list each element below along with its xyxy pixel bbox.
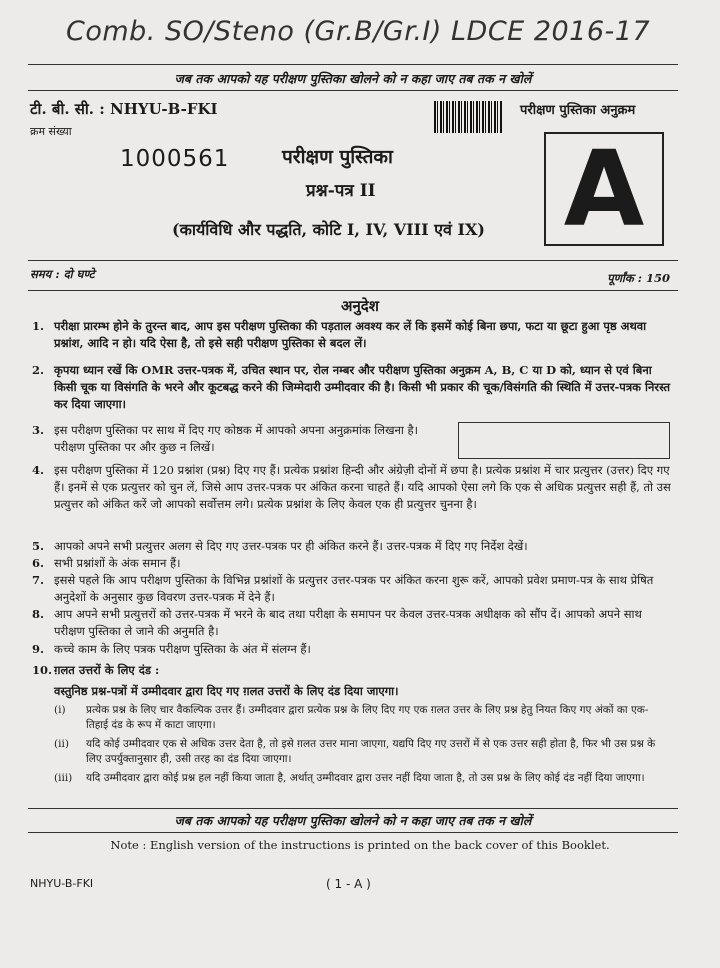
divider: [28, 90, 678, 91]
penalty-item: (iii) यदि उम्मीदवार द्वारा कोई प्रश्न हल नहीं किया जाता है, अर्थात् उम्मीदवार द्वारा उत्तर नहीं दिया जाता है, तो उस प्रश्न के लिए कोई दंड नहीं दिया जाएगा।: [54, 772, 645, 784]
instruction-item: 1. परीक्षा प्रारम्भ होने के तुरन्त बाद, आप इस परीक्षण पुस्तिका की पड़ताल अवश्य कर लें कि इसमें कोई बिना छपा, फटा या छूटा हुआ पृष्ठ अथवा प्रश्नांश, आदि न हो। यदि ऐसा है, तो इसे सही परीक्षण पुस्तिका से बदल लें।: [32, 319, 647, 350]
instruction-item: 3. इस परीक्षण पुस्तिका पर साथ में दिए गए कोष्ठक में आपको अपना अनुक्रमांक लिखना है। परीक्षण पुस्तिका पर और कुछ न लिखें।: [32, 423, 418, 454]
handwritten-note: Comb. SO/Steno (Gr.B/Gr.I) LDCE 2016-17: [66, 16, 651, 47]
footer-code: NHYU-B-FKI: [30, 877, 94, 890]
booklet-series-letter: A: [563, 128, 645, 250]
serial-number: 1000561: [120, 146, 230, 172]
instruction-item: 8. आप अपने सभी प्रत्युत्तरों को उत्तर-पत्रक में भरने के बाद तथा परीक्षा के समापन पर केवल उत्तर-पत्रक अधीक्षक को सौंप दें। आपको अपने साथ परीक्षण पुस्तिका ले जाने की अनुमति है।: [32, 607, 642, 638]
divider: [28, 260, 678, 261]
instruction-item: 10. ग़लत उत्तरों के लिए दंड :: [32, 663, 160, 677]
booklet-series-box: [544, 128, 664, 250]
booklet-series-label: परीक्षण पुस्तिका अनुक्रम: [520, 103, 636, 118]
instruction-item: 9. कच्चे काम के लिए पत्रक परीक्षण पुस्तिका के अंत में संलग्न हैं।: [32, 642, 311, 656]
roll-number-box: [458, 422, 670, 459]
serial-label: क्रम संख्या: [30, 125, 72, 138]
tbc-code: टी. बी. सी. : NHYU-B-FKI: [30, 100, 218, 118]
instruction-item: 6. सभी प्रश्नांशों के अंक समान हैं।: [32, 556, 181, 570]
page-number: ( 1 - A ): [326, 877, 371, 891]
english-version-note: Note : English version of the instructions is printed on the back cover of this Booklet.: [110, 838, 610, 852]
instruction-item: 4. इस परीक्षण पुस्तिका में 120 प्रश्नांश (प्रश्न) दिए गए हैं। प्रत्येक प्रश्नांश हिन्दी और अंग्रेज़ी दोनों में छपा है। प्रत्येक प्रश्नांश में चार प्रत्युत्तर (उत्तर) दिए गए हैं। इनमें से एक प्रत्युत्तर को चुन लें, जिसे आप उत्तर-पत्रक पर अंकित करना चाहते हैं। यदि आपको ऐसा लगे कि एक से अधिक प्रत्युत्तर सही हैं, तो उस प्रत्युत्तर को अंकित करें जो आपको सर्वोत्तम लगे। प्रत्येक प्रश्नांश के लिए केवल एक ही प्रत्युत्तर चुनना है।: [32, 463, 671, 511]
divider: [28, 290, 678, 291]
max-marks: पूर्णांक : 150: [607, 271, 670, 285]
penalty-item: (i) प्रत्येक प्रश्न के लिए चार वैकल्पिक उत्तर हैं। उम्मीदवार द्वारा प्रत्येक प्रश्न के लिए दिए गए एक ग़लत उत्तर के लिए प्रश्न हेतु नियत किए गए अंकों का एक-तिहाई दंड के रूप में काटा जाएगा।: [54, 704, 649, 731]
barcode: [434, 101, 502, 133]
instruction-item: 7. इससे पहले कि आप परीक्षण पुस्तिका के विभिन्न प्रश्नांशों के प्रत्युत्तर उत्तर-पत्रक पर अंकित करना शुरू करें, आपको प्रवेश प्रमाण-पत्र के साथ प्रेषित अनुदेशों के अनुसार कुछ विवरण उत्तर-पत्रक में देने हैं।: [32, 573, 654, 604]
top-banner: जब तक आपको यह परीक्षण पुस्तिका खोलने को न कहा जाए तब तक न खोलें: [174, 71, 532, 86]
subject-title: (कार्यविधि और पद्धति, कोटि I, IV, VIII एवं IX): [172, 220, 485, 239]
divider: [28, 832, 678, 833]
bottom-banner: जब तक आपको यह परीक्षण पुस्तिका खोलने को न कहा जाए तब तक न खोलें: [174, 813, 532, 828]
instruction-item: 2. कृपया ध्यान रखें कि OMR उत्तर-पत्रक में, उचित स्थान पर, रोल नम्बर और परीक्षण पुस्तिका अनुक्रम A, B, C या D को, ध्यान से एवं बिना किसी चूक या विसंगति के भरने और कूटबद्ध करने की जिम्मेदारी उम्मीदवार की है। किसी भी प्रकार की चूक/विसंगति की स्थिति में उत्तर-पत्रक निरस्त कर दिया जाएगा।: [32, 363, 671, 411]
divider: [28, 808, 678, 809]
divider: [28, 64, 678, 65]
penalty-intro: वस्तुनिष्ठ प्रश्न-पत्रों में उम्मीदवार द्वारा दिए गए ग़लत उत्तरों के लिए दंड दिया जाएगा।: [54, 684, 399, 698]
time-allowed: समय : दो घण्टे: [30, 267, 95, 281]
booklet-title: परीक्षण पुस्तिका: [282, 146, 393, 168]
penalty-item: (ii) यदि कोई उम्मीदवार एक से अधिक उत्तर देता है, तो इसे ग़लत उत्तर माना जाएगा, यद्यपि दिए गए उत्तरों में से एक उत्तर सही होता है, फिर भी उस प्रश्न के लिए उपर्युक्तानुसार ही, उसी तरह का दंड दिया जाएगा।: [54, 738, 656, 765]
instruction-item: 5. आपको अपने सभी प्रत्युत्तर अलग से दिए गए उत्तर-पत्रक पर ही अंकित करने हैं। उत्तर-पत्रक में दिए गए निर्देश देखें।: [32, 539, 528, 553]
instructions-heading: अनुदेश: [341, 297, 379, 315]
paper-title: प्रश्न-पत्र II: [306, 181, 376, 201]
